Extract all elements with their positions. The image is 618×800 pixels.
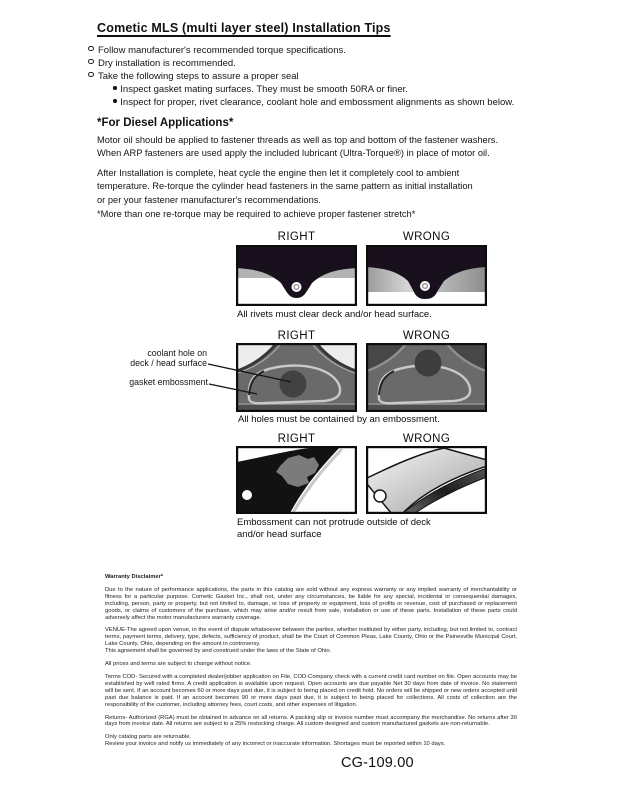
- diagram1-wrong-graphic: [366, 245, 487, 306]
- coolant-hole-label: [100, 349, 207, 369]
- diagram3-wrong-graphic: [366, 446, 487, 514]
- diesel-paragraph-1: [97, 134, 498, 161]
- dot-bullet-icon: [113, 99, 117, 103]
- caption-line: and/or head surface: [237, 529, 322, 540]
- tip-text: Dry installation is recommended.: [98, 58, 236, 69]
- tip-text: Follow manufacturer's recommended torque specifications.: [98, 45, 346, 56]
- diagram3-wrong-label: WRONG: [402, 433, 451, 445]
- caption-line: Embossment can not protrude outside of deck: [237, 517, 431, 528]
- diagram2-wrong-graphic: [366, 343, 487, 412]
- label-line: deck / head surface: [130, 357, 207, 368]
- diagram2-caption: All holes must be contained by an embossment.: [238, 414, 440, 425]
- tip-text: Inspect gasket mating surfaces. They must be smooth 50RA or finer.: [120, 84, 408, 95]
- retorque-note: *More than one re-torque may be required to achieve proper fastener stretch*: [97, 209, 416, 219]
- diagram1-wrong-label: WRONG: [402, 231, 451, 243]
- disclaimer-paragraph: Review your invoice and notify us immediately of any incorrect or inaccurate information. Shortages must be reported within 10 days.: [105, 741, 446, 748]
- circle-bullet-icon: [88, 59, 94, 65]
- tip-text: Take the following steps to assure a proper seal: [98, 71, 299, 82]
- install-tips-list: [88, 44, 514, 109]
- disclaimer-paragraph: Terms COD- Secured with a completed dealer/jobber application on File, COD-Company check with a current credit card number on file. Open accounts may be established by well rated firms. A credit application is available upon request. Open accounts are due payable Net 30 days from date of invoice. No statement will be sent. If an account becomes 60 or more days past due, it is subject to being placed on credit hold. No orders will be shipped or new orders accepted until past due balance is paid. If an account becomes 90 or more days past due, it is subject to being placed for collections. All costs of collection are the responsibility of the customer, including attorney fees, court costs, and other expenses of litigation.: [105, 673, 517, 708]
- sub-list-item: [113, 96, 514, 109]
- diagram3-right-label: RIGHT: [277, 433, 316, 445]
- paragraph-line: or per your fastener manufacturer's recommendations.: [97, 194, 321, 205]
- diagram3-caption: [237, 517, 431, 541]
- label-leader-lines: [205, 362, 297, 398]
- disclaimer-heading: Warranty Disclaimer*: [105, 574, 164, 580]
- disclaimer-paragraph: Only catalog parts are returnable.: [105, 734, 192, 741]
- disclaimer-paragraph: Returns- Authorized (RGA) must be obtained in advance on all returns. A packing slip or invoice number must accompany the merchandise. No returns after 30 days from invoice date. All returns are subject to a 25% restocking charge. All custom designed and custom manufactured gaskets are non-returnable.: [105, 714, 517, 728]
- circle-bullet-icon: [88, 46, 94, 52]
- disclaimer-paragraph: This agreement shall be governed by and construed under the laws of the State of Ohio.: [105, 648, 332, 655]
- warranty-disclaimer: [105, 574, 517, 748]
- diesel-heading: *For Diesel Applications*: [97, 117, 234, 129]
- list-item: [88, 70, 514, 83]
- diagram1-right-label: RIGHT: [277, 231, 316, 243]
- diagram2-right-label: RIGHT: [277, 330, 316, 342]
- paragraph-line: When ARP fasteners are used apply the included lubricant (Ultra-Torque®) in place of motor oil.: [97, 148, 490, 159]
- diagram2-wrong-label: WRONG: [402, 330, 451, 342]
- diesel-paragraph-2: [97, 167, 473, 207]
- paragraph-line: temperature. Re-torque the cylinder head fasteners in the same pattern as initial installation: [97, 181, 473, 192]
- diagram1-caption: All rivets must clear deck and/or head surface.: [237, 309, 432, 320]
- page-title: Cometic MLS (multi layer steel) Installation Tips: [97, 21, 391, 35]
- sub-list-item: [113, 83, 514, 96]
- circle-bullet-icon: [88, 72, 94, 78]
- list-item: [88, 57, 514, 70]
- page-code: CG-109.00: [341, 755, 414, 771]
- diagram1-right-graphic: [236, 245, 357, 306]
- tip-text: Inspect for proper, rivet clearance, coolant hole and embossment alignments as shown below.: [120, 97, 515, 108]
- paragraph-line: After Installation is complete, heat cycle the engine then let it completely cool to ambient: [97, 168, 460, 178]
- paragraph-line: Motor oil should be applied to fastener threads as well as top and bottom of the fastener washers.: [97, 135, 499, 145]
- disclaimer-paragraph: VENUE-The agreed upon venue, in the event of dispute whatsoever between the parties, whether instituted by either party, including, but not limited to, contract terms, payment terms, delivery, type, defects, sufficiency of product, shall be the Court of Common Pleas, Lake County, Ohio or the Painesville Municipal Court, Lake County, Ohio, depending on the amount in controversy.: [105, 627, 517, 648]
- dot-bullet-icon: [113, 86, 117, 90]
- disclaimer-paragraph: Due to the nature of performance applications, the parts in this catalog are sold without any express warranty or any implied warranty of merchantability or fitness for a particular purpose. Cometic Gasket Inc., shall not, under any circumstances, be liable for any special, incidental or consequential damages, including, person, party or property, but not limited to, damage, or loss of property or equipment, loss of profits or revenue, cost of purchased or replacement goods, or claims of customers of the purchase, which may arise and/or result from sale, installation or use of these parts. Installation of these parts could adversely affect the motor manufacturers warranty coverage.: [105, 586, 517, 621]
- diagram3-right-graphic: [236, 446, 357, 514]
- label-line: coolant hole on: [147, 348, 207, 358]
- disclaimer-paragraph: All prices and terms are subject to change without notice.: [105, 661, 252, 668]
- list-item: [88, 44, 514, 57]
- gasket-embossment-label: gasket embossment: [129, 377, 208, 387]
